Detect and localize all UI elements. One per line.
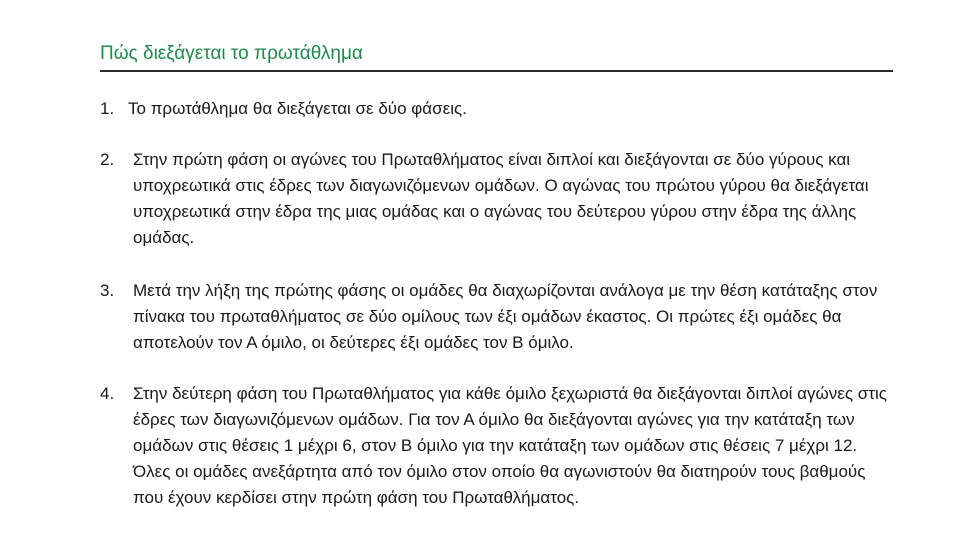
list-item-number: 2. (100, 150, 115, 169)
list-item-number: 3. (100, 281, 115, 300)
list-item-1 (100, 96, 893, 122)
list-item-text: Στην δεύτερη φάση του Πρωταθλήματος για κάθε όμιλο ξεχωριστά θα διεξάγονται διπλοί αγώνες στις έδρες των διαγωνιζόμενων ομάδων. Για τον Α όμιλο θα διεξάγονται αγώνες για την κατάταξη των ομάδων στις θέσεις 1 μέχρι 6, στον Β όμιλο για την κατάταξη των ομάδων στις θέσεις 7 μέχρι 12. Όλες οι ομάδες ανεξάρτητα από τον όμιλο στον οποίο θα αγωνιστούν θα διατηρούν τους βαθμούς που έχουν κερδίσει στην πρώτη φάση του Πρωταθλήματος. (133, 384, 887, 507)
list-item-text: Το πρωτάθλημα θα διεξάγεται σε δύο φάσεις. (128, 99, 467, 118)
list-item-text: Στην πρώτη φάση οι αγώνες του Πρωταθλήματος είναι διπλοί και διεξάγονται σε δύο γύρους και υποχρεωτικά στις έδρες των διαγωνιζόμενων ομάδων. Ο αγώνας του πρώτου γύρου θα διεξάγεται υποχρεωτικά στην έδρα της μιας ομάδας και ο αγώνας του δεύτερου γύρου στην έδρα της άλλης ομάδας. (133, 150, 869, 247)
title-divider (100, 70, 893, 72)
list-item-number: 1. (100, 99, 115, 118)
list-item-3 (100, 278, 893, 356)
list-item-text: Μετά την λήξη της πρώτης φάσης οι ομάδες θα διαχωρίζονται ανάλογα με την θέση κατάταξης στον πίνακα του πρωταθλήματος σε δύο ομίλους των έξι ομάδων έκαστος. Οι πρώτες έξι ομάδες θα αποτελούν τον Α όμιλο, οι δεύτερες έξι ομάδες τον Β όμιλο. (133, 281, 878, 352)
list-item-2 (100, 147, 893, 251)
list-item-4 (100, 381, 893, 511)
list-item-number: 4. (100, 384, 115, 403)
section-title: Πώς διεξάγεται το πρωτάθλημα (100, 43, 363, 64)
